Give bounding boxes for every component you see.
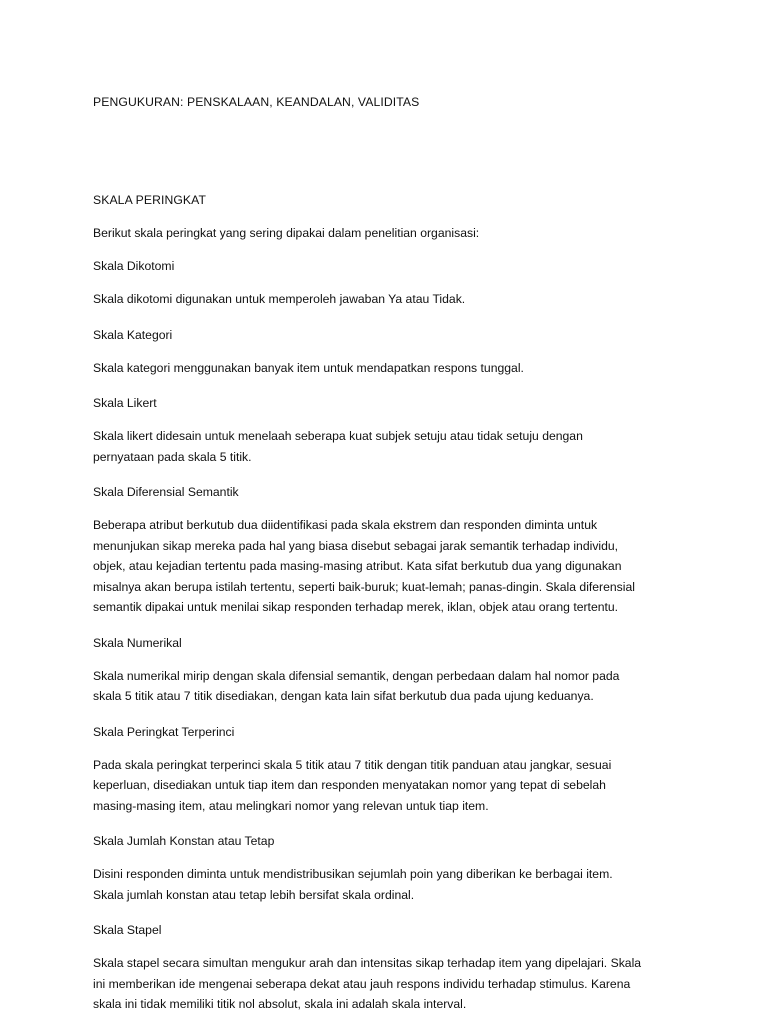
paragraph-line: Beberapa atribut berkutub dua diidentifikasi pada skala ekstrem dan responden diminta untuk — [93, 518, 598, 532]
document-title: PENGUKURAN: PENSKALAAN, KEANDALAN, VALIDITAS — [93, 95, 420, 109]
paragraph-skala-stapel — [93, 953, 683, 1015]
paragraph-line: Skala numerikal mirip dengan skala difensial semantik, dengan perbedaan dalam hal nomor pada — [93, 668, 620, 683]
paragraph-line: pernyataan pada skala 5 titik. — [93, 449, 252, 464]
paragraph-skala-numerikal — [93, 666, 683, 707]
paragraph-line: Skala likert didesain untuk menelaah seberapa kuat subjek setuju atau tidak setuju dengan — [93, 429, 583, 443]
subheading-skala-peringkat-terperinci: Skala Peringkat Terperinci — [93, 724, 235, 739]
subheading-skala-jumlah-konstan: Skala Jumlah Konstan atau Tetap — [93, 834, 275, 848]
intro-paragraph: Berikut skala peringkat yang sering dipakai dalam penelitian organisasi: — [93, 226, 480, 240]
paragraph-line: menunjukan sikap mereka pada hal yang biasa disebut sebagai jarak semantik terhadap individu, — [93, 538, 619, 553]
paragraph-line: Pada skala peringkat terperinci skala 5 titik atau 7 titik dengan titik panduan atau jangkar, sesuai — [93, 757, 612, 772]
paragraph-line: skala ini tidak memiliki titik nol absolut, skala ini adalah skala interval. — [93, 997, 467, 1011]
paragraph-line: Skala dikotomi digunakan untuk memperoleh jawaban Ya atau Tidak. — [93, 292, 466, 306]
subheading-skala-numerikal: Skala Numerikal — [93, 635, 182, 650]
paragraph-line: Skala stapel secara simultan mengukur arah dan intensitas sikap terhadap item yang dipelajari. Skala — [93, 956, 642, 970]
document-body — [93, 94, 683, 1015]
paragraph-line: ini memberikan ide mengenai seberapa dekat atau jauh respons individu terhadap stimulus. Karena — [93, 976, 631, 991]
paragraph-skala-likert — [93, 426, 683, 467]
paragraph-line: masing-masing item, atau melingkari nomor yang relevan untuk tiap item. — [93, 798, 489, 813]
subheading-skala-likert: Skala Likert — [93, 396, 157, 410]
paragraph-line: semantik dipakai untuk menilai sikap responden terhadap merek, iklan, objek atau orang tertentu. — [93, 600, 619, 614]
paragraph-line: Disini responden diminta untuk mendistribusikan sejumlah poin yang diberikan ke berbagai item. — [93, 867, 613, 881]
paragraph-line: Skala jumlah konstan atau tetap lebih bersifat skala ordinal. — [93, 887, 415, 902]
paragraph-line: misalnya akan berupa istilah tertentu, seperti baik-buruk; kuat-lemah; panas-dingin. Skala diferensial — [93, 579, 635, 594]
paragraph-skala-jumlah-konstan — [93, 864, 683, 905]
paragraph-line: objek, atau kejadian tertentu pada masing-masing atribut. Kata sifat berkutub dua yang digunakan — [93, 559, 622, 573]
subheading-skala-kategori: Skala Kategori — [93, 327, 173, 342]
paragraph-skala-peringkat-terperinci — [93, 755, 683, 817]
paragraph-skala-dikotomi — [93, 289, 683, 310]
subheading-skala-stapel: Skala Stapel — [93, 923, 162, 937]
subheading-skala-diferensial-semantik: Skala Diferensial Semantik — [93, 485, 239, 499]
paragraph-skala-diferensial-semantik — [93, 515, 683, 618]
paragraph-line: skala 5 titik atau 7 titik disediakan, dengan kata lain sifat berkutub dua pada ujung keduanya. — [93, 689, 594, 703]
paragraph-line: keperluan, disediakan untuk tiap item dan responden menyatakan nomor yang tepat di sebelah — [93, 778, 606, 792]
subheading-skala-dikotomi: Skala Dikotomi — [93, 259, 175, 273]
paragraph-skala-kategori — [93, 358, 683, 379]
paragraph-line: Skala kategori menggunakan banyak item untuk mendapatkan respons tunggal. — [93, 360, 524, 375]
section-title: SKALA PERINGKAT — [93, 193, 207, 207]
